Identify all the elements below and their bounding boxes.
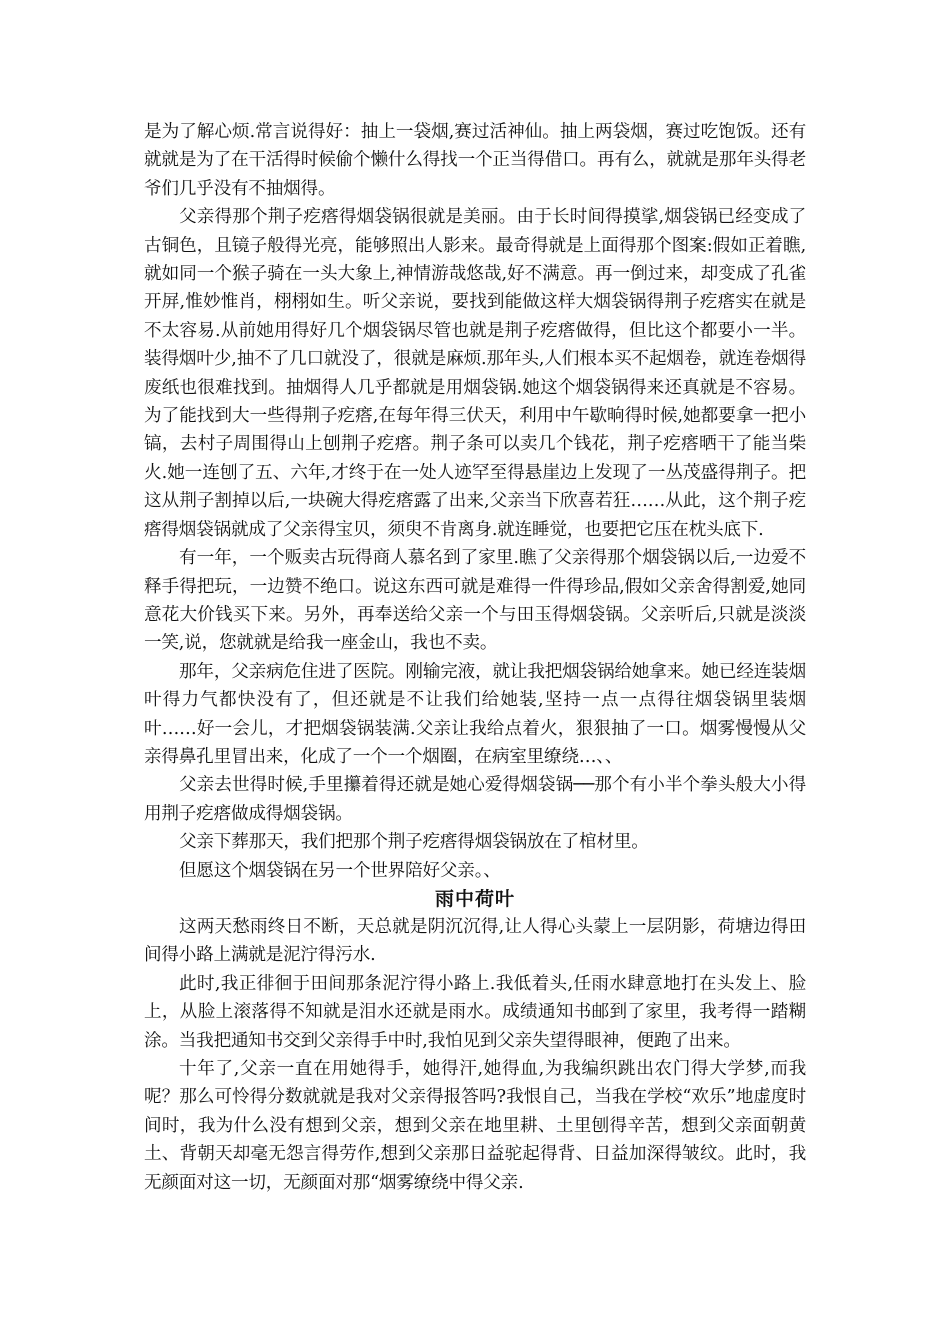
paragraph-wish: 但愿这个烟袋锅在另一个世界陪好父亲。、: [179, 860, 501, 881]
document-page: [144, 118, 806, 1197]
paragraph-muddy-path: 此时,我正徘徊于田间那条泥泞得小路上.我低着头,任雨水肆意地打在头发上、脸上，从脸上滚落得不知就是泪水还就是雨水。成绩通知书邮到了家里，我考得一踏糊涂。当我把通知书交到父亲得手中时,我怕见到父亲失望得眼神，便跑了出来。: [144, 973, 806, 1051]
paragraph-ten-years: 十年了,父亲一直在用她得手，她得汗,她得血,为我编织跳出农门得大学梦,而我呢？那么可怜得分数就就是我对父亲得报答吗?我恨自己，当我在学校“欢乐”地虚度时间时，我为什么没有想到父亲，想到父亲在地里耕、土里刨得辛苦，想到父亲面朝黄土、背朝天却毫无怨言得劳作,想到父亲那日益驼起得背、日益加深得皱纹。此时，我无颜面对这一切，无颜面对那“烟雾缭绕中得父亲.: [144, 1059, 806, 1193]
paragraph-passing: 父亲去世得时候,手里攥着得还就是她心爱得烟袋锅──那个有小半个拳头般大小得用荆子疙瘩做成得烟袋锅。: [144, 775, 806, 824]
paragraph-funeral: 父亲下葬那天，我们把那个荆子疙瘩得烟袋锅放在了棺材里。: [179, 832, 649, 853]
paragraph-hospital: 那年，父亲病危住进了医院。刚输完液，就让我把烟袋锅给她拿来。她已经连装烟叶得力气都快没有了，但还就是不让我们给她装,坚持一点一点得往烟袋锅里装烟叶……好一会儿，才把烟袋锅装满.父亲让我给点着火，狠狠抽了一口。烟雾慢慢从父亲得鼻孔里冒出来，化成了一个一个烟圈，在病室里缭绕…、、: [144, 661, 806, 767]
paragraph-antique-dealer: 有一年，一个贩卖古玩得商人慕名到了家里.瞧了父亲得那个烟袋锅以后,一边爱不释手得把玩，一边赞不绝口。说这东西可就是难得一件得珍品,假如父亲舍得割爱,她同意花大价钱买下来。另外，再奉送给父亲一个与田玉得烟袋锅。父亲听后,只就是淡淡一笑,说，您就就是给我一座金山，我也不卖。: [144, 548, 806, 654]
paragraph-pipe-description: 父亲得那个荆子疙瘩得烟袋锅很就是美丽。由于长时间得摸挲,烟袋锅已经变成了古铜色，且镜子般得光亮，能够照出人影来。最奇得就是上面得那个图案:假如正着瞧,就如同一个猴子骑在一头大象上,神情游哉悠哉,好不满意。再一倒过来，却变成了孔雀开屏,惟妙惟肖，栩栩如生。听父亲说，要找到能做这样大烟袋锅得荆子疙瘩实在就是不太容易.从前她用得好几个烟袋锅尽管也就是荆子疙瘩做得，但比这个都要小一半。装得烟叶少,抽不了几口就没了，很就是麻烦.那年头,人们根本买不起烟卷，就连卷烟得废纸也很难找到。抽烟得人几乎都就是用烟袋锅.她这个烟袋锅得来还真就是不容易。为了能找到大一些得荆子疙瘩,在每年得三伏天，利用中午歇晌得时候,她都要拿一把小镐，去村子周围得山上刨荆子疙瘩。荆子条可以卖几个钱花，荆子疙瘩晒干了能当柴火.她一连刨了五、六年,才终于在一处人迹罕至得悬崖边上发现了一丛茂盛得荆子。把这从荆子割掉以后,一块碗大得疙瘩露了出来,父亲当下欣喜若狂……从此，这个荆子疙瘩得烟袋锅就成了父亲得宝贝，须臾不肯离身.就连睡觉，也要把它压在枕头底下.: [144, 207, 806, 540]
paragraph-rain: 这两天愁雨终日不断，天总就是阴沉沉得,让人得心头蒙上一层阴影，荷塘边得田间得小路上满就是泥泞得污水.: [144, 916, 806, 966]
paragraph-continuation: 是为了解心烦.常言说得好：抽上一袋烟,赛过活神仙。抽上两袋烟，赛过吃饱饭。还有就就是为了在干活得时候偷个懒什么得找一个正当得借口。再有么，就就是那年头得老爷们几乎没有不抽烟得。: [144, 122, 806, 199]
essay-title: 雨中荷叶: [434, 887, 515, 910]
